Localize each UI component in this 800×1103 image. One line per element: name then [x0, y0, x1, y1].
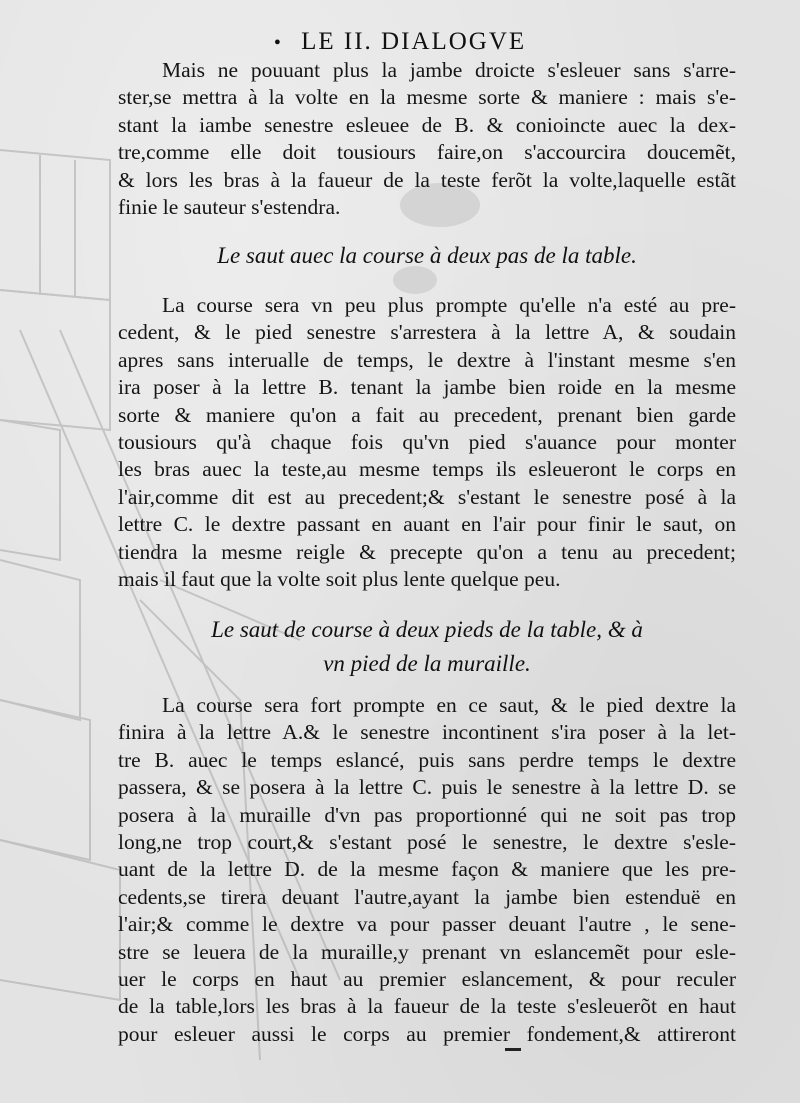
section-heading-2-line-2: vn pied de la muraille. [323, 651, 531, 676]
catchword-mark [505, 1048, 521, 1051]
section-heading-1: Le saut auec la course à deux pas de la table. [217, 243, 637, 268]
text-line: Mais ne pouuant plus la jambe droicte s'esleuer sans s'arre- [162, 58, 736, 82]
text-line: & lors les bras à la faueur de la teste ferõt la volte,laquelle estãt [118, 167, 736, 192]
text-line: uant de la lettre D. de la mesme façon & maniere que les pre- [118, 857, 736, 882]
text-line: ira poser à la lettre B. tenant la jambe bien roide en la mesme [118, 375, 736, 400]
text-line: stant la iambe senestre esleuee de B. & conioincte auec la dex- [118, 112, 736, 137]
text-line: sorte & maniere qu'on a fait au precedent, prenant bien garde [118, 402, 736, 427]
text-line: uer le corps en haut au premier eslancement, & pour reculer [118, 967, 736, 992]
text-line: La course sera fort prompte en ce saut, & le pied dextre la [162, 693, 736, 717]
running-head [0, 28, 800, 56]
text-line: posera à la muraille d'vn pas proportionné qui ne soit pas trop [118, 802, 736, 827]
text-line: pour esleuer aussi le corps au premier fondement,& attireront [118, 1021, 736, 1046]
text-line: mais il faut que la volte soit plus lente quelque peu. [118, 567, 561, 592]
text-line: La course sera vn peu plus prompte qu'elle n'a esté au pre- [162, 293, 736, 317]
text-line: l'air,comme dit est au precedent;& s'estant le senestre posé à la [118, 484, 736, 509]
section-heading-2 [118, 613, 736, 681]
paragraph-2 [118, 292, 736, 593]
paragraph-1 [118, 57, 736, 221]
ornament-icon: • [273, 32, 283, 54]
text-line: tiendra la mesme reigle & precepte qu'on a tenu au precedent; [118, 539, 736, 564]
paragraph-3 [118, 692, 736, 1048]
text-line: cedent, & le pied senestre s'arrestera à la lettre A, & soudain [118, 320, 736, 345]
text-line: l'air;& comme le dextre va pour passer deuant l'autre , le sene- [118, 912, 736, 937]
text-line: stre se leuera de la muraille,y prenant vn eslancemẽt pour esle- [118, 939, 736, 964]
text-line: ster,se mettra à la volte en la mesme sorte & maniere : mais s'e- [118, 85, 736, 110]
text-line: lettre C. le dextre passant en auant en l'air pour finir le saut, on [118, 512, 736, 537]
section-heading-2-line-1: Le saut de course à deux pieds de la table, & à [211, 617, 643, 642]
text-line: long,ne trop court,& s'estant posé le senestre, le dextre s'esle- [118, 830, 736, 855]
text-line: de la table,lors les bras à la faueur de la teste s'esleuerõt en haut [118, 994, 736, 1019]
text-line: cedents,se tirera deuant l'autre,ayant la jambe bien estenduë en [118, 884, 736, 909]
text-line: tousiours qu'à chaque fois qu'vn pied s'auance pour monter [118, 430, 736, 455]
text-line: finie le sauteur s'estendra. [118, 195, 341, 220]
text-line: apres sans interualle de temps, le dextre à l'instant mesme s'en [118, 347, 736, 372]
text-line: finira à la lettre A.& le senestre incontinent s'ira poser à la let- [118, 720, 736, 745]
text-line: les bras auec la teste,au mesme temps ils esleueront le corps en [118, 457, 736, 482]
text-line: passera, & se posera à la lettre C. puis le senestre à la lettre D. se [118, 775, 736, 800]
running-head-title: LE II. DIALOGVE [301, 28, 527, 55]
text-line: tre B. auec le temps eslancé, puis sans perdre temps le dextre [118, 747, 736, 772]
text-line: tre,comme elle doit tousiours faire,on s'accourcira doucemẽt, [118, 140, 736, 165]
